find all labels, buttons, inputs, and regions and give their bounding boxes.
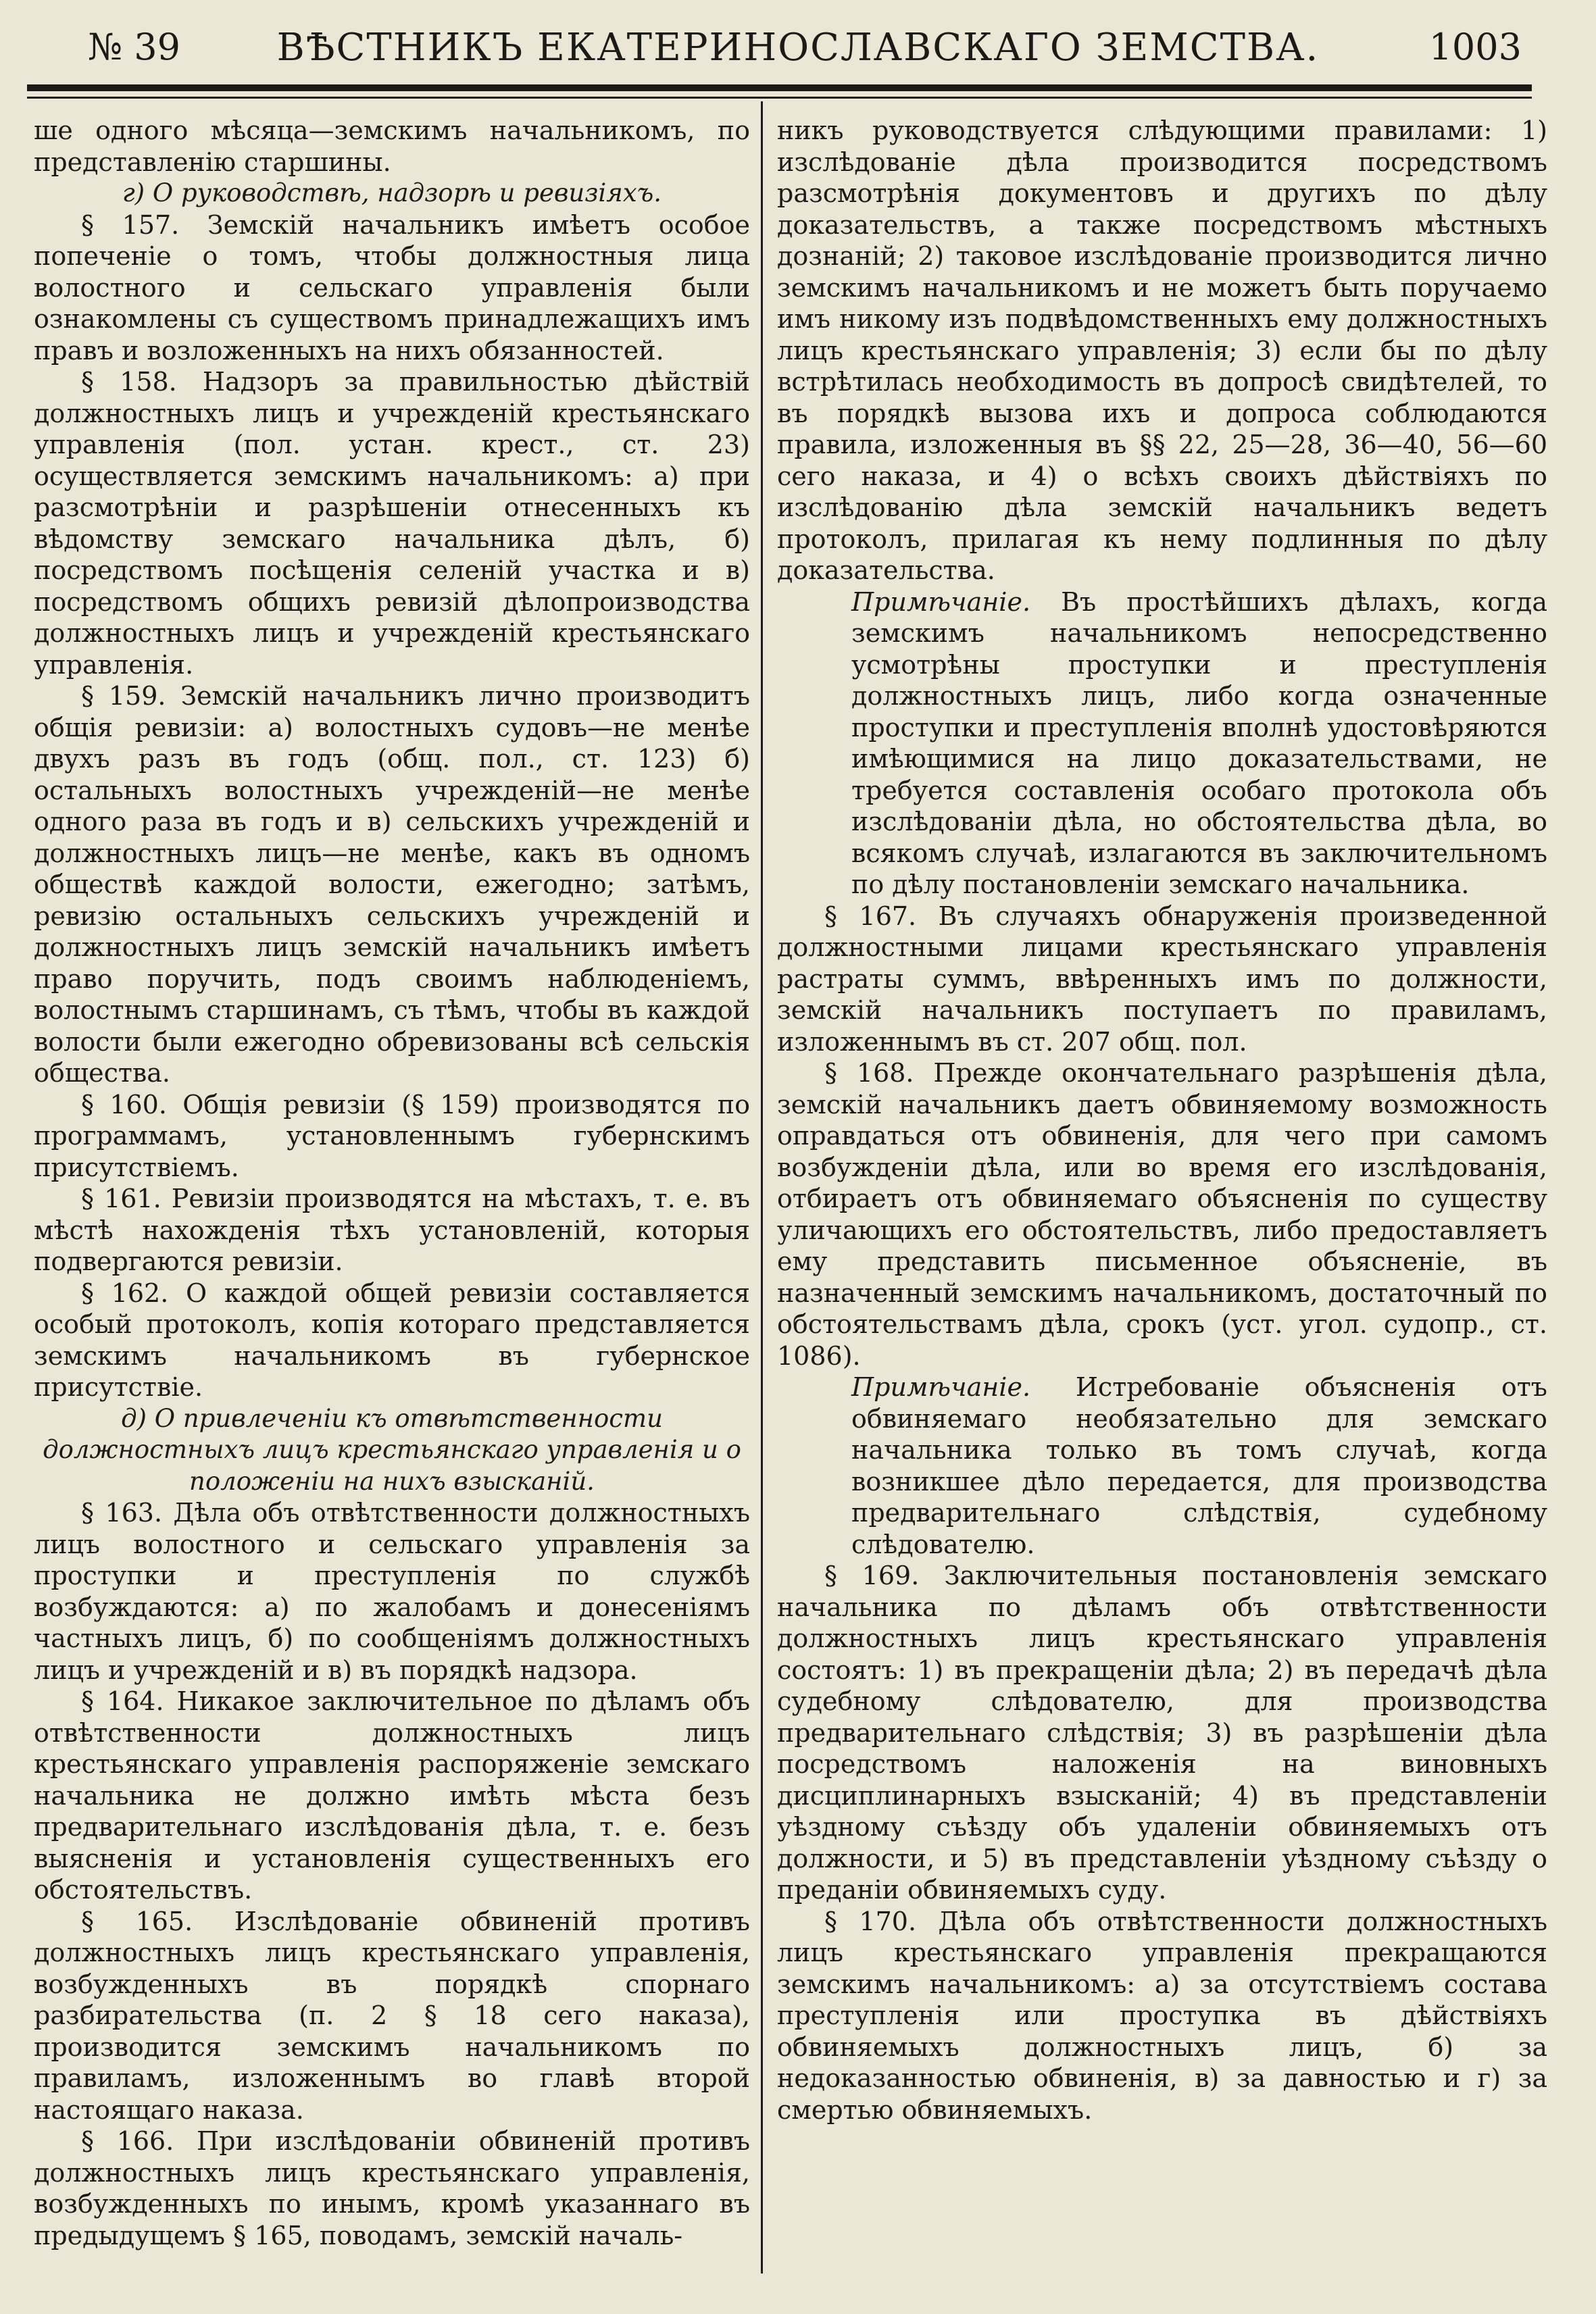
article-paragraph: § 168. Прежде окончательнаго разрѣшенія дѣла, земскій начальникъ даетъ обвиняемому возможность оправдаться отъ обвиненія, для чего при самомъ возбужденіи дѣла, или во время его изслѣдованія, отбираетъ отъ обвиняемаго объясненія по существу уличающихъ его обстоятельствъ, либо предоставляетъ ему представить письменное объясненіе, въ назначенный земскимъ начальникомъ, достаточный по обстоятельствамъ дѣла, срокъ (уст. угол. судопр., ст. 1086). — [777, 1058, 1547, 1371]
note-text: Въ простѣйшихъ дѣлахъ, когда земскимъ начальникомъ непосредственно усмотрѣны проступки и преступленія должностныхъ лицъ, либо когда означенные проступки и преступленія вполнѣ удостовѣряются имѣющимися на лицо доказательствами, не требуется составленія особаго протокола объ изслѣдованіи дѣла, но обстоятельства дѣла, во всякомъ случаѣ, излагаются въ заключительномъ по дѣлу постановленіи земскаго начальника. — [851, 586, 1547, 899]
article-paragraph: § 165. Изслѣдованіе обвиненій противъ должностныхъ лицъ крестьянскаго управленія, возбужденныхъ въ порядкѣ спорнаго разбирательства (п. 2 § 18 сего наказа), производится земскимъ начальникомъ по правиламъ, изложеннымъ во главѣ второй настоящаго наказа. — [34, 1906, 750, 2125]
issue-number: № 39 — [88, 26, 180, 68]
journal-title: ВѢСТНИКЪ ЕКАТЕРИНОСЛАВСКАГО ЗЕМСТВА. — [276, 26, 1320, 70]
article-paragraph: § 163. Дѣла объ отвѣтственности должностныхъ лицъ волостного и сельскаго управленія за проступки и преступленія по службѣ возбуждаются: а) по жалобамъ и донесеніямъ частныхъ лицъ, б) по сообщеніямъ должностныхъ лицъ и учрежденій и в) въ порядкѣ надзора. — [34, 1498, 750, 1685]
article-paragraph: § 161. Ревизіи производятся на мѣстахъ, т. е. въ мѣстѣ нахожденія тѣхъ установленій, которыя подвергаются ревизіи. — [34, 1184, 750, 1276]
page-header — [0, 0, 1596, 81]
page-number: 1003 — [1428, 26, 1522, 68]
article-paragraph: § 159. Земскій начальникъ лично производитъ общія ревизіи: а) волостныхъ судовъ—не менѣе двухъ разъ въ годъ (общ. пол., ст. 123) б) остальныхъ волостныхъ учрежденій—не менѣе одного раза въ годъ и в) сельскихъ учрежденій и должностныхъ лицъ—не менѣе, какъ въ одномъ обществѣ каждой волости, ежегодно; затѣмъ, ревизію остальныхъ сельскихъ учрежденій и должностныхъ лицъ земскій начальникъ имѣетъ право поручить, подъ своимъ наблюденіемъ, волостнымъ старшинамъ, съ тѣмъ, чтобы въ каждой волости были ежегодно обревизованы всѣ сельскія общества. — [34, 681, 750, 1088]
section-subheading: д) О привлеченіи къ отвѣтственности должностныхъ лицъ крестьянскаго управленія и о положеніи на нихъ взысканій. — [43, 1403, 741, 1496]
note-text: Истребованіе объясненія отъ обвиняемаго необязательно для земскаго начальника только въ томъ случаѣ, когда возникшее дѣло передается, для производства предварительнаго слѣдствія, судебному слѣдователю. — [851, 1372, 1547, 1559]
article-paragraph: § 160. Общія ревизіи (§ 159) производятся по программамъ, установленнымъ губернскимъ присутствіемъ. — [34, 1089, 750, 1182]
article-paragraph: § 164. Никакое заключительное по дѣламъ объ отвѣтственности должностныхъ лицъ крестьянскаго управленія распоряженіе земскаго начальника не должно имѣть мѣста безъ предварительнаго изслѣдованія дѣла, т. е. безъ выясненія и установленія существенныхъ его обстоятельствъ. — [34, 1686, 750, 1905]
note-label: Примѣчаніе. — [851, 586, 1031, 617]
article-paragraph: § 162. О каждой общей ревизіи составляется особый протоколъ, копія котораго представляется земскимъ начальникомъ въ губернское присутствіе. — [34, 1278, 750, 1402]
column-divider — [761, 101, 763, 2273]
header-rule-thin — [27, 97, 1532, 99]
note-label: Примѣчаніе. — [851, 1372, 1031, 1402]
section-subheading: г) О руководствѣ, надзорѣ и ревизіяхъ. — [122, 178, 662, 207]
article-paragraph: никъ руководствуется слѣдующими правилами: 1) изслѣдованіе дѣла производится посредствомъ разсмотрѣнія документовъ и другихъ по дѣлу доказательствъ, а также посредствомъ мѣстныхъ дознаній; 2) таковое изслѣдованіе производится лично земскимъ начальникомъ и не можетъ быть поручаемо имъ никому изъ подвѣдомственныхъ ему должностныхъ лицъ крестьянскаго управленія; 3) если бы по дѣлу встрѣтилась необходимость въ допросѣ свидѣтелей, то въ порядкѣ вызова ихъ и допроса соблюдаются правила, изложенныя въ §§ 22, 25—28, 36—40, 56—60 сего наказа, и 4) о всѣхъ своихъ дѣйствіяхъ по изслѣдованію дѣла земскій начальникъ ведетъ протоколъ, прилагая къ нему подлинныя по дѣлу доказательства. — [777, 116, 1547, 585]
article-paragraph: § 169. Заключительныя постановленія земскаго начальника по дѣламъ объ отвѣтственности должностныхъ лицъ крестьянскаго управленія состоятъ: 1) въ прекращеніи дѣла; 2) въ передачѣ дѣла судебному слѣдователю, для производства предварительнаго слѣдствія; 3) въ разрѣшеніи дѣла посредствомъ наложенія на виновныхъ дисциплинарныхъ взысканій; 4) въ представленіи уѣздному съѣзду объ удаленіи обвиняемыхъ отъ должности, и 5) въ представленіи уѣздному съѣзду о преданіи обвиняемыхъ суду. — [777, 1561, 1547, 1905]
right-column — [777, 115, 1547, 2126]
article-paragraph: § 170. Дѣла объ отвѣтственности должностныхъ лицъ крестьянскаго управленія прекращаются земскимъ начальникомъ: а) за отсутствіемъ состава преступленія или проступка въ дѣйствіяхъ обвиняемыхъ должностныхъ лицъ, б) за недоказанностью обвиненія, в) за давностью и г) за смертью обвиняемыхъ. — [777, 1906, 1547, 2125]
article-paragraph: § 167. Въ случаяхъ обнаруженія произведенной должностными лицами крестьянскаго управленія растраты суммъ, ввѣренныхъ имъ по должности, земскій начальникъ поступаетъ по правиламъ, изложеннымъ въ ст. 207 общ. пол. — [777, 901, 1547, 1057]
note-paragraph — [777, 586, 1547, 901]
article-paragraph: ше одного мѣсяца—земскимъ начальникомъ, по представленію старшины. — [34, 116, 750, 177]
article-paragraph: § 157. Земскій начальникъ имѣетъ особое попеченіе о томъ, чтобы должностныя лица волостного и сельскаго управленія были ознакомлены съ существомъ принадлежащихъ имъ правъ и возложенныхъ на нихъ обязанностей. — [34, 209, 750, 366]
left-column — [34, 115, 750, 2251]
header-rule-thick — [27, 84, 1532, 91]
article-paragraph: § 166. При изслѣдованіи обвиненій противъ должностныхъ лицъ крестьянскаго управленія, возбужденныхъ по инымъ, кромѣ указаннаго въ предыдущемъ § 165, поводамъ, земскій началь- — [34, 2126, 750, 2250]
note-paragraph — [777, 1372, 1547, 1560]
article-paragraph: § 158. Надзоръ за правильностью дѣйствій должностныхъ лицъ и учрежденій крестьянскаго управленія (пол. устан. крест., ст. 23) осуществляется земскимъ начальникомъ: а) при разсмотрѣніи и разрѣшеніи отнесенныхъ къ вѣдомству земскаго начальника дѣлъ, б) посредствомъ посѣщенія селеній участка и в) посредствомъ общихъ ревизій дѣлопроизводства должностныхъ лицъ и учрежденій крестьянскаго управленія. — [34, 367, 750, 680]
